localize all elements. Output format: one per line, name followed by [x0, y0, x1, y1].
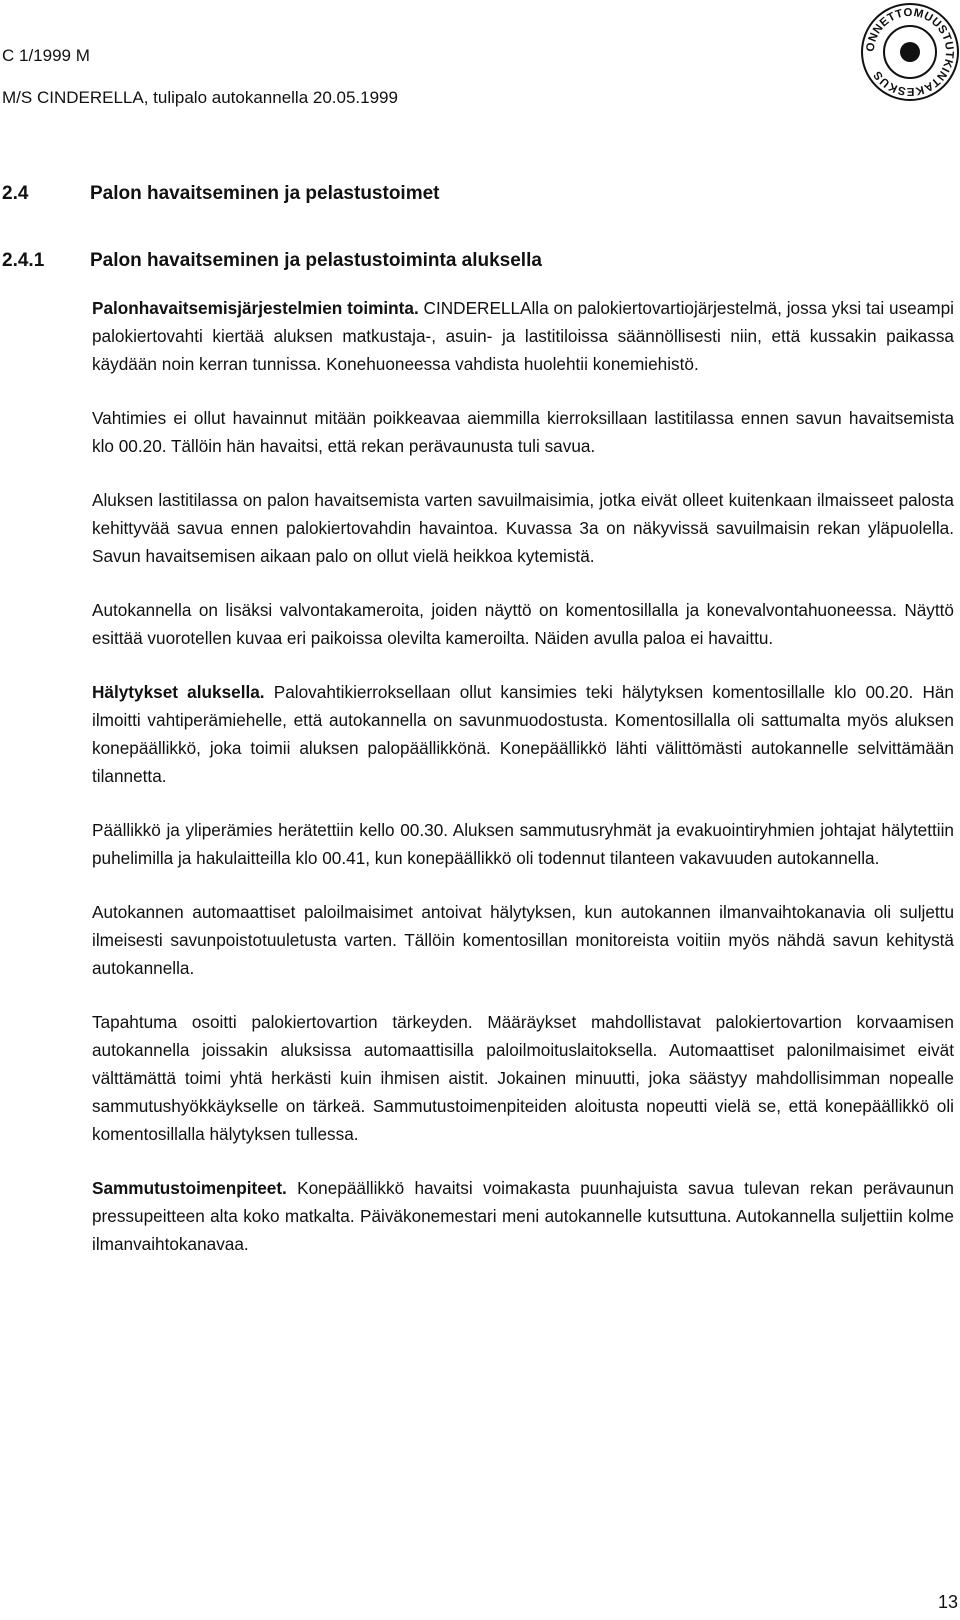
paragraph-text: Tapahtuma osoitti palokiertovartion tärkeyden. Määräykset mahdollistavat palokiertovartion korvaamisen autokannella joissakin aluksissa automaattisilla paloilmoituslaitoksella. Automaattiset palonilmaisimet eivät välttämättä toimi yhtä herkästi kuin ihmisen aistit. Jokainen minuutti, joka säästyy mahdollisimman nopealle sammutushyökkäykselle on tärkeä. Sammutustoimenpiteiden aloitusta nopeutti vielä se, että konepäällikkö oli komentosillalla hälytyksen tullessa.	[92, 1012, 954, 1144]
paragraph-text: Päällikkö ja yliperämies herätettiin kello 00.30. Aluksen sammutusryhmät ja evakuointiryhmien johtajat hälytettiin puhelimilla ja hakulaitteilla klo 00.41, kun konepäällikkö oli todennut tilanteen vakavuuden autokannella.	[92, 820, 954, 868]
page-number: 13	[937, 1592, 958, 1612]
paragraph	[92, 898, 954, 982]
section-number: 2.4	[2, 183, 29, 204]
paragraph	[92, 294, 954, 378]
paragraph-text: Aluksen lastitilassa on palon havaitsemista varten savuilmaisimia, jotka eivät olleet kuitenkaan ilmaisseet palosta kehittyvää savua ennen palokiertovahdin havaintoa. Kuvassa 3a on näkyvissä savuilmaisin rekan yläpuolella. Savun havaitsemisen aikaan palo on ollut vielä heikkoa kytemistä.	[92, 490, 954, 566]
subsection-number: 2.4.1	[2, 250, 45, 271]
paragraph	[92, 404, 954, 460]
body-text	[92, 294, 954, 1284]
logo-text: ONNETTOMUUSTUTKINTAKESKUS	[864, 6, 956, 98]
paragraph-text: Vahtimies ei ollut havainnut mitään poikkeavaa aiemmilla kierroksillaan lastitilassa ennen savun havaitsemista klo 00.20. Tällöin hän havaitsi, että rekan perävaunusta tuli savua.	[92, 408, 954, 456]
paragraph-lead: Palonhavaitsemisjärjestelmien toiminta.	[92, 298, 419, 318]
paragraph	[92, 486, 954, 570]
paragraph	[92, 1008, 954, 1148]
paragraph	[92, 816, 954, 872]
paragraph-text: Autokannella on lisäksi valvontakameroita, joiden näyttö on komentosillalla ja konevalvontahuoneessa. Näyttö esittää vuorotellen kuvaa eri paikoissa olevilta kameroilta. Näiden avulla paloa ei havaittu.	[92, 600, 954, 648]
accident-investigation-board-logo	[858, 0, 960, 104]
paragraph-lead: Hälytykset aluksella.	[92, 682, 265, 702]
paragraph-text: CINDERELLAlla on palokiertovartiojärjestelmä, jossa yksi tai useampi palokiertovahti kiertää aluksen matkustaja-, asuin- ja lastitiloissa säännöllisesti niin, että kussakin paikassa käydään noin kerran tunnissa. Konehuoneessa vahdista huolehtii konemiehistö.	[92, 298, 954, 374]
paragraph-lead: Sammutustoimenpiteet.	[92, 1178, 287, 1198]
report-title: M/S CINDERELLA, tulipalo autokannella 20.05.1999	[2, 88, 398, 107]
paragraph	[92, 1174, 954, 1258]
paragraph-text: Konepäällikkö havaitsi voimakasta puunhajuista savua tulevan rekan perävaunun pressupeitteen alta koko matkalta. Päiväkonemestari meni autokannelle kutsuttuna. Autokannella suljettiin kolme ilmanvaihtokanavaa.	[92, 1178, 954, 1254]
subsection-title: Palon havaitseminen ja pelastustoiminta aluksella	[90, 250, 542, 271]
paragraph-text: Palovahtikierroksellaan ollut kansimies teki hälytyksen komentosillalle klo 00.20. Hän ilmoitti vahtiperämiehelle, että autokannella on savunmuodostusta. Komentosillalla oli sattumalta myös aluksen konepäällikkö, joka toimii aluksen palopäällikkönä. Konepäällikkö lähti välittömästi autokannelle selvittämään tilannetta.	[92, 682, 954, 786]
report-code: C 1/1999 M	[2, 46, 90, 65]
section-title: Palon havaitseminen ja pelastustoimet	[90, 183, 440, 204]
paragraph-text: Autokannen automaattiset paloilmaisimet antoivat hälytyksen, kun autokannen ilmanvaihtokanavia oli suljettu ilmeisesti savunpoistotuuletusta varten. Tällöin komentosillan monitoreista voitiin myös nähdä savun kehitystä autokannella.	[92, 902, 954, 978]
paragraph	[92, 596, 954, 652]
paragraph	[92, 678, 954, 790]
